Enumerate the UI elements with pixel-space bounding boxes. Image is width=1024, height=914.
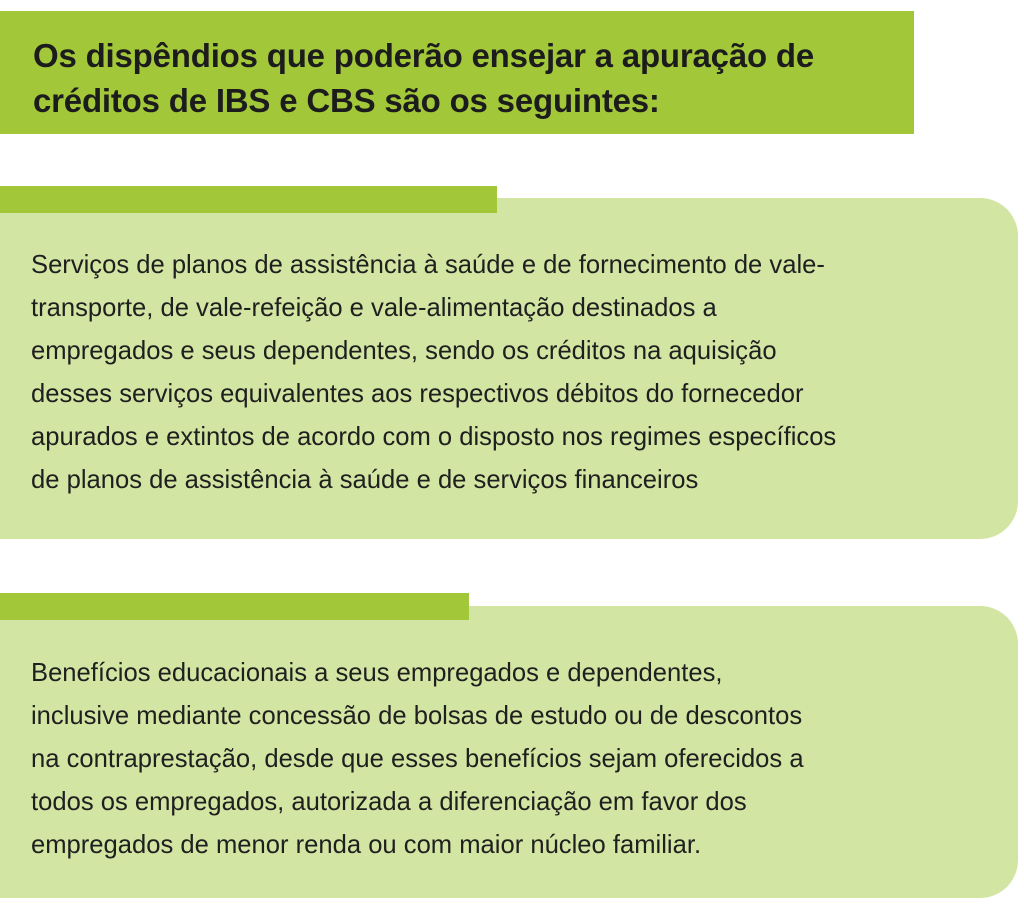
text-line: apurados e extintos de acordo com o disposto nos regimes específicos bbox=[31, 423, 837, 451]
text-line: desses serviços equivalentes aos respectivos débitos do fornecedor bbox=[31, 380, 804, 408]
expense-card-health-transport bbox=[0, 198, 1018, 539]
accent-bar-first bbox=[0, 186, 497, 213]
card-text bbox=[31, 244, 978, 502]
text-line: na contraprestação, desde que esses benefícios sejam oferecidos a bbox=[31, 745, 804, 773]
text-line: de planos de assistência à saúde e de serviços financeiros bbox=[31, 466, 699, 494]
accent-bar-second bbox=[0, 593, 469, 620]
text-line: empregados de menor renda ou com maior núcleo familiar. bbox=[31, 831, 702, 859]
text-line: empregados e seus dependentes, sendo os créditos na aquisição bbox=[31, 337, 777, 365]
title-line-2: créditos de IBS e CBS são os seguintes: bbox=[33, 82, 660, 119]
text-line: Serviços de planos de assistência à saúde e de fornecimento de vale- bbox=[31, 251, 825, 279]
header-banner bbox=[0, 11, 914, 134]
title-line-1: Os dispêndios que poderão ensejar a apuração de bbox=[33, 37, 815, 74]
text-line: transporte, de vale-refeição e vale-alimentação destinados a bbox=[31, 294, 717, 322]
text-line: todos os empregados, autorizada a diferenciação em favor dos bbox=[31, 788, 747, 816]
text-line: inclusive mediante concessão de bolsas de estudo ou de descontos bbox=[31, 702, 803, 730]
card-text bbox=[31, 652, 978, 867]
text-line: Benefícios educacionais a seus empregados e dependentes, bbox=[31, 659, 723, 687]
page-title bbox=[33, 33, 914, 123]
expense-card-education bbox=[0, 606, 1018, 898]
